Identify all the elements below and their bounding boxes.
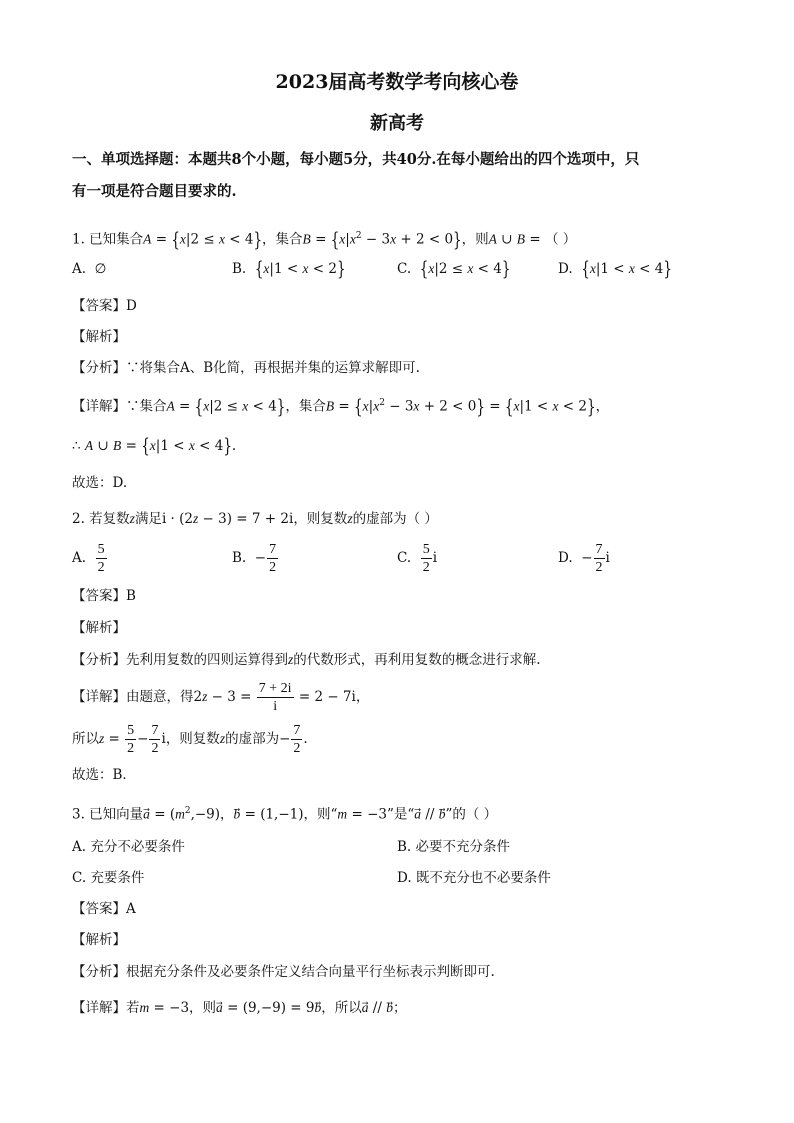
q3-stem: 3. 已知向量a⃗ = $(m^2,-9)$，b⃗ = (1,−1)，则“m = −3”是“a⃗ // b”的（ ）	[72, 806, 498, 823]
q2-options	[72, 541, 722, 581]
q3-xiangjie: 【详解】若m = −3，则a⃗ = (9,−9) = 9b，所以a⃗ // b；	[72, 1000, 407, 1016]
q1-stem: 1. 已知集合A = {x|2 ≤ x < 4}，集合$B = \{x|x^2 - 3x + 2 < 0\}$，则A ∪ B = （ ）	[72, 227, 577, 252]
q1-answer: 【答案】D	[72, 298, 137, 314]
q2-jiexi: 【解析】	[72, 620, 126, 636]
q3-option-d[interactable]: D. 既不充分也不必要条件	[397, 870, 551, 886]
q2-answer: 【答案】B	[72, 588, 136, 604]
q1-option-c[interactable]: C. {x|2 ≤ x < 4}	[397, 257, 511, 281]
q3-answer: 【答案】A	[72, 901, 136, 917]
q2-option-a[interactable]: A. $\frac{5}{2}$	[72, 542, 105, 575]
q3-option-b[interactable]: B. 必要不充分条件	[397, 839, 511, 855]
q2-fenxi: 【分析】先利用复数的四则运算得到z的代数形式，再利用复数的概念进行求解.	[72, 652, 541, 668]
q1-fenxi: 【分析】∵将集合A、B化简，再根据并集的运算求解即可.	[72, 360, 420, 376]
q2-so: 所以z = $\frac{5}{2}$ − $\frac{7}{2}$ i，则复数z的虚部为− $\frac{7}{2}$ .	[72, 723, 308, 756]
q3-option-c[interactable]: C. 充要条件	[72, 870, 145, 886]
page-subtitle: 新高考	[370, 113, 424, 134]
q2-choose: 故选：B．	[72, 767, 136, 783]
q1-option-b[interactable]: B. {x|1 < x < 2}	[232, 257, 346, 281]
q1-option-d[interactable]: D. {x|1 < x < 4}	[558, 257, 672, 281]
q1-conclusion: ∴ A ∪ B = {x|1 < x < 4}.	[72, 434, 237, 458]
q1-xiangjie: 【详解】∵集合A = {x|2 ≤ x < 4}，集合$B = \{x|x^2 - 3x + 2 < 0\} = \{x|1 < x < 2\}$，	[72, 394, 610, 419]
q2-option-c[interactable]: C. $\frac{5}{2}$ i	[397, 542, 438, 575]
q3-fenxi: 【分析】根据充分条件及必要条件定义结合向量平行坐标表示判断即可.	[72, 964, 495, 980]
section-heading-line1: 一、单项选择题：本题共8个小题，每小题5分，共40分.在每小题给出的四个选项中，只	[72, 151, 640, 168]
page-title: 2023届高考数学考向核心卷	[275, 71, 519, 93]
q1-jiexi: 【解析】	[72, 329, 126, 345]
q2-option-b[interactable]: B. − $\frac{7}{2}$	[232, 542, 277, 575]
q1-choose: 故选：D.	[72, 475, 128, 491]
q3-option-a[interactable]: A. 充分不必要条件	[72, 839, 185, 855]
q2-stem: 2. 若复数z满足i · (2z − 3) = 7 + 2i，则复数z的虚部为（ ）	[72, 511, 438, 527]
q3-jiexi: 【解析】	[72, 932, 126, 948]
q2-xiangjie: 【详解】由题意，得2z − 3 = $\frac{7 + 2i}{i}$ = 2 − 7i，	[72, 681, 370, 714]
q2-option-d[interactable]: D. − $\frac{7}{2}$ i	[558, 542, 610, 575]
q1-option-a[interactable]: A. ∅	[72, 261, 107, 277]
section-heading-line2: 有一项是符合题目要求的.	[72, 183, 237, 200]
